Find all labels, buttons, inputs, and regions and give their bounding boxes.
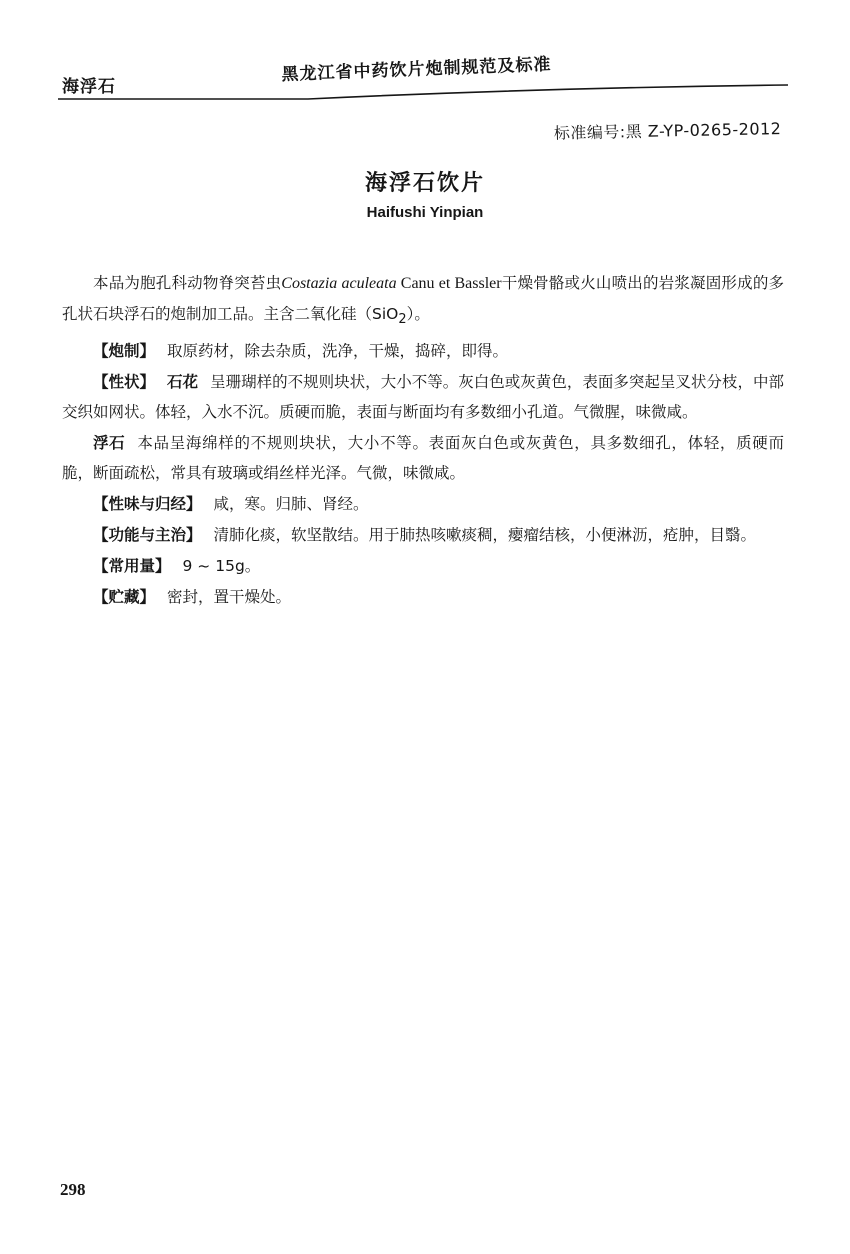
nature-paragraph [62, 489, 784, 519]
function-text: 清肺化痰，软坚散结。用于肺热咳嗽痰稠，瘿瘤结核，小便淋沥，疮肿，目翳。 [213, 526, 757, 545]
latin-genus: Costazia aculeata [281, 275, 397, 292]
fushi-paragraph [62, 428, 784, 488]
dosage-label: 【常用量】 [93, 557, 171, 576]
storage-text: 密封，置干燥处。 [167, 588, 292, 607]
shihua-term: 石花 [167, 373, 199, 392]
storage-label: 【贮藏】 [93, 588, 156, 607]
page-subtitle: Haifushi Yinpian [366, 204, 484, 221]
function-paragraph [62, 520, 784, 550]
intro-paragraph [62, 268, 784, 335]
latin-author: Canu et Bassler [396, 275, 502, 292]
storage-paragraph [62, 582, 784, 612]
processing-label: 【炮制】 [93, 342, 156, 361]
fushi-term: 浮石 [93, 434, 126, 453]
intro-text-2: 干燥骨骼或火山喷出的岩浆凝固形成的多孔状石块浮石的炮制加工品。主含二氧化硅（SiO [62, 274, 785, 323]
fushi-text: 本品呈海绵样的不规则块状，大小不等。表面灰白色或灰黄色，具多数细孔，体轻，质硬而脆，断面疏松，常具有玻璃或绢丝样光泽。气微，味微咸。 [62, 434, 784, 483]
function-label: 【功能与主治】 [93, 526, 202, 545]
monograph-body [62, 268, 784, 613]
intro-text-3: ）。 [406, 305, 430, 323]
header-rule [58, 78, 788, 102]
processing-text: 取原药材，除去杂质，洗净，干燥，捣碎，即得。 [167, 342, 509, 361]
properties-label: 【性状】 [93, 373, 156, 392]
formula-subscript: 2 [398, 312, 407, 328]
processing-paragraph [62, 336, 784, 366]
nature-text: 咸，寒。归肺、肾经。 [213, 495, 369, 514]
intro-text-1: 本品为胞孔科动物脊突苔虫 [93, 274, 282, 292]
standard-code: 标准编号:黑 Z-YP-0265-2012 [554, 119, 782, 143]
properties-paragraph [62, 367, 784, 427]
dosage-paragraph [62, 551, 784, 581]
running-head-section: 海浮石 [62, 77, 116, 97]
page-title: 海浮石饮片 [364, 171, 485, 196]
running-head-book-title: 黑龙江省中药饮片炮制规范及标准 [281, 54, 552, 85]
nature-label: 【性味与归经】 [93, 495, 202, 514]
dosage-text: 9 ~ 15g。 [182, 557, 261, 576]
page-number: 298 [60, 1180, 86, 1199]
latin-name [281, 275, 501, 292]
header-rule-line [58, 85, 788, 99]
shihua-text: 呈珊瑚样的不规则块状，大小不等。灰白色或灰黄色，表面多突起呈叉状分枝，中部交织如网状。体轻，入水不沉。质硬而脆，表面与断面均有多数细小孔道。气微腥，味微咸。 [62, 373, 784, 422]
